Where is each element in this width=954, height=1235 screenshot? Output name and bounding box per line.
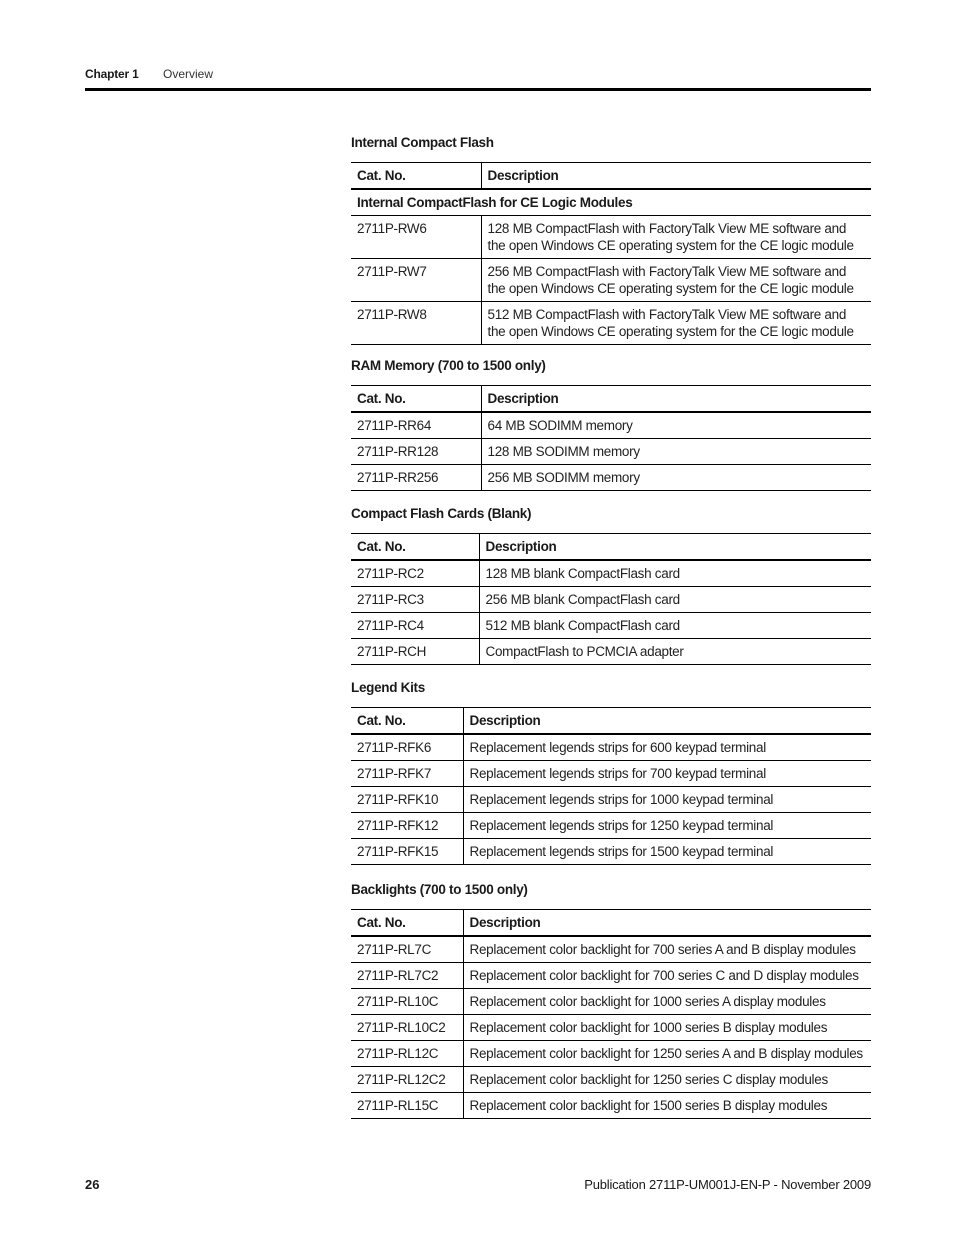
section-title: Backlights (700 to 1500 only)	[351, 882, 528, 897]
description-cell: 256 MB SODIMM memory	[481, 465, 871, 491]
table-row	[351, 787, 871, 813]
cat-no-cell: 2711P-RC3	[351, 587, 479, 613]
cat-no-cell: 2711P-RL12C	[351, 1041, 463, 1067]
cat-no-cell: 2711P-RL15C	[351, 1093, 463, 1119]
description-cell: Replacement color backlight for 700 series A and B display modules	[463, 936, 871, 963]
column-header-description: Description	[479, 534, 871, 561]
section-title: RAM Memory (700 to 1500 only)	[351, 358, 546, 373]
table-row	[351, 439, 871, 465]
column-header-description: Description	[481, 386, 871, 413]
group-label: Internal CompactFlash for CE Logic Modules	[351, 189, 871, 216]
table-row	[351, 989, 871, 1015]
cat-no-cell: 2711P-RL12C2	[351, 1067, 463, 1093]
table-row	[351, 412, 871, 439]
page-number: 26	[85, 1177, 100, 1192]
table-header-row	[351, 163, 871, 190]
section-internal-compact-flash	[351, 134, 871, 345]
table-row	[351, 1041, 871, 1067]
table-row	[351, 1067, 871, 1093]
cat-no-cell: 2711P-RW8	[351, 302, 481, 345]
section-title: Compact Flash Cards (Blank)	[351, 506, 532, 521]
table-row	[351, 587, 871, 613]
description-cell: Replacement color backlight for 1000 series B display modules	[463, 1015, 871, 1041]
table-row	[351, 1093, 871, 1119]
description-cell: CompactFlash to PCMCIA adapter	[479, 639, 871, 665]
description-cell: Replacement legends strips for 1500 keypad terminal	[463, 839, 871, 865]
page-footer	[85, 1176, 871, 1193]
cat-no-cell: 2711P-RL10C	[351, 989, 463, 1015]
description-cell: 128 MB CompactFlash with FactoryTalk View ME software and the open Windows CE operating system for the CE logic module	[481, 216, 871, 259]
cat-no-cell: 2711P-RCH	[351, 639, 479, 665]
section-compact-flash-cards	[351, 505, 871, 665]
table-row	[351, 761, 871, 787]
section-legend-kits	[351, 679, 871, 865]
cat-no-cell: 2711P-RFK15	[351, 839, 463, 865]
description-cell: 128 MB SODIMM memory	[481, 439, 871, 465]
column-header-description: Description	[481, 163, 871, 190]
column-header-description: Description	[463, 708, 871, 735]
cat-no-cell: 2711P-RR128	[351, 439, 481, 465]
catalog-table	[351, 162, 871, 345]
description-cell: 512 MB blank CompactFlash card	[479, 613, 871, 639]
table-row	[351, 936, 871, 963]
cat-no-cell: 2711P-RFK7	[351, 761, 463, 787]
group-row	[351, 189, 871, 216]
description-cell: 512 MB CompactFlash with FactoryTalk View ME software and the open Windows CE operating system for the CE logic module	[481, 302, 871, 345]
cat-no-cell: 2711P-RFK6	[351, 734, 463, 761]
description-cell: Replacement color backlight for 700 series C and D display modules	[463, 963, 871, 989]
section-title: Legend Kits	[351, 680, 425, 695]
cat-no-cell: 2711P-RFK10	[351, 787, 463, 813]
cat-no-cell: 2711P-RL10C2	[351, 1015, 463, 1041]
cat-no-cell: 2711P-RFK12	[351, 813, 463, 839]
column-header-description: Description	[463, 910, 871, 937]
description-cell: Replacement legends strips for 600 keypad terminal	[463, 734, 871, 761]
table-row	[351, 639, 871, 665]
table-row	[351, 963, 871, 989]
description-cell: Replacement color backlight for 1250 series C display modules	[463, 1067, 871, 1093]
catalog-table	[351, 707, 871, 865]
catalog-table	[351, 533, 871, 665]
catalog-table	[351, 385, 871, 491]
table-row	[351, 1015, 871, 1041]
cat-no-cell: 2711P-RL7C2	[351, 963, 463, 989]
description-cell: 256 MB blank CompactFlash card	[479, 587, 871, 613]
page-header	[85, 66, 871, 82]
description-cell: Replacement color backlight for 1000 series A display modules	[463, 989, 871, 1015]
section-ram-memory	[351, 357, 871, 491]
description-cell: 128 MB blank CompactFlash card	[479, 560, 871, 587]
column-header-cat-no: Cat. No.	[351, 534, 479, 561]
description-cell: Replacement color backlight for 1250 series A and B display modules	[463, 1041, 871, 1067]
header-rule	[85, 88, 871, 91]
table-header-row	[351, 910, 871, 937]
description-cell: 64 MB SODIMM memory	[481, 412, 871, 439]
table-header-row	[351, 534, 871, 561]
table-row	[351, 302, 871, 345]
cat-no-cell: 2711P-RW6	[351, 216, 481, 259]
cat-no-cell: 2711P-RC2	[351, 560, 479, 587]
description-cell: Replacement color backlight for 1500 series B display modules	[463, 1093, 871, 1119]
cat-no-cell: 2711P-RR256	[351, 465, 481, 491]
column-header-cat-no: Cat. No.	[351, 708, 463, 735]
cat-no-cell: 2711P-RW7	[351, 259, 481, 302]
table-row	[351, 465, 871, 491]
table-row	[351, 560, 871, 587]
table-row	[351, 613, 871, 639]
description-cell: Replacement legends strips for 1250 keypad terminal	[463, 813, 871, 839]
table-row	[351, 813, 871, 839]
cat-no-cell: 2711P-RC4	[351, 613, 479, 639]
table-row	[351, 839, 871, 865]
column-header-cat-no: Cat. No.	[351, 163, 481, 190]
table-header-row	[351, 708, 871, 735]
chapter-label: Chapter 1	[85, 67, 139, 81]
cat-no-cell: 2711P-RR64	[351, 412, 481, 439]
section-label: Overview	[163, 67, 214, 81]
column-header-cat-no: Cat. No.	[351, 386, 481, 413]
table-row	[351, 259, 871, 302]
publication-info: Publication 2711P-UM001J-EN-P - November 2009	[584, 1177, 871, 1192]
page-content	[351, 134, 871, 1119]
description-cell: 256 MB CompactFlash with FactoryTalk View ME software and the open Windows CE operating system for the CE logic module	[481, 259, 871, 302]
column-header-cat-no: Cat. No.	[351, 910, 463, 937]
table-row	[351, 734, 871, 761]
table-header-row	[351, 386, 871, 413]
description-cell: Replacement legends strips for 1000 keypad terminal	[463, 787, 871, 813]
cat-no-cell: 2711P-RL7C	[351, 936, 463, 963]
description-cell: Replacement legends strips for 700 keypad terminal	[463, 761, 871, 787]
section-backlights	[351, 881, 871, 1119]
section-title: Internal Compact Flash	[351, 135, 494, 150]
table-row	[351, 216, 871, 259]
catalog-table	[351, 909, 871, 1119]
